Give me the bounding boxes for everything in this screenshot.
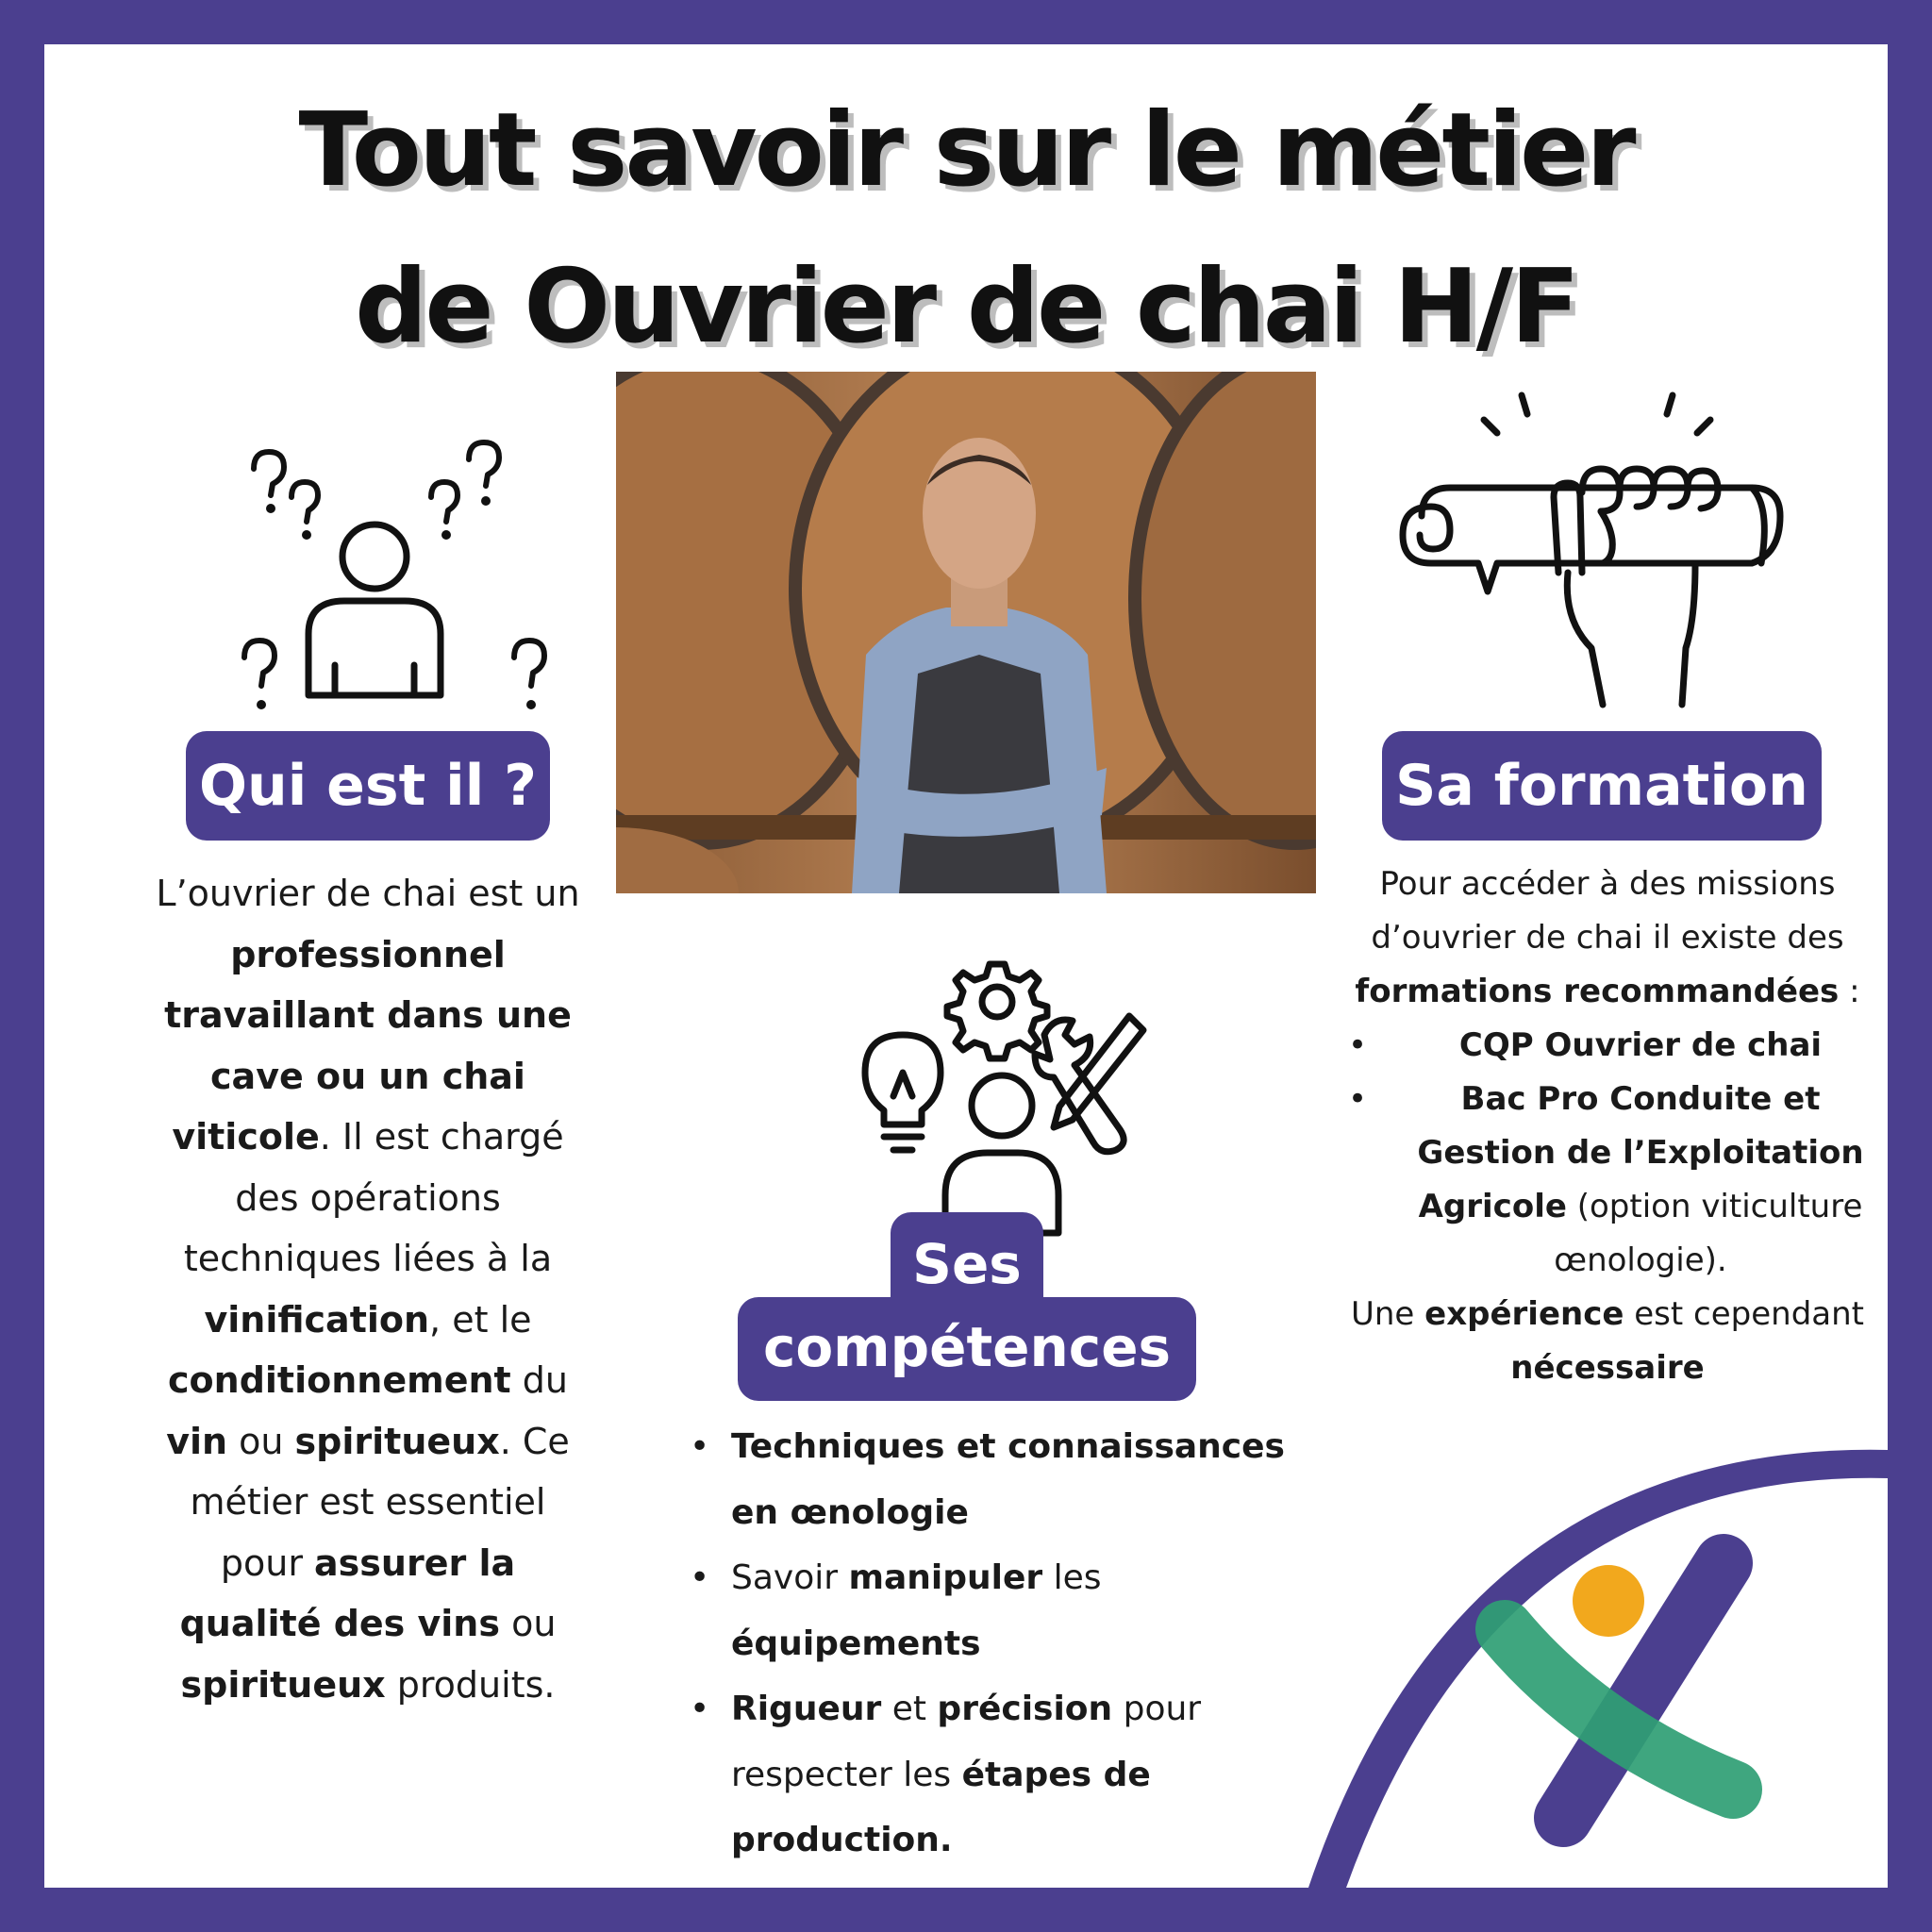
description-segment: L’ouvrier de chai est un: [156, 873, 580, 914]
qui-est-il-description: [148, 863, 588, 1715]
description-segment: assurer la qualité des vins: [179, 1541, 516, 1644]
formation-description: [1329, 858, 1886, 1395]
formation-outro: Une expérience est cependant nécessaire: [1350, 1295, 1864, 1387]
description-segment: produits.: [385, 1663, 556, 1706]
formation-intro: Pour accéder à des missions d’ouvrier de chai il existe des formations recommandées :: [1355, 865, 1860, 1010]
title-line-2: de Ouvrier de chai H/F: [355, 248, 1577, 366]
description-segment: . Il est chargé des opérations techniques liées à la: [183, 1116, 564, 1279]
description-segment: ou: [499, 1603, 557, 1644]
description-segment: spiritueux: [180, 1663, 386, 1706]
description-segment: , et le: [429, 1298, 532, 1341]
description-segment: spiritueux: [294, 1420, 500, 1462]
competences-list: [684, 1414, 1288, 1874]
ses-competences-heading-line2: compétences: [738, 1297, 1196, 1401]
description-segment: vin: [166, 1420, 228, 1462]
description-segment: . Ce métier est essentiel pour: [190, 1420, 570, 1584]
list-item: • Techniques et connaissances en œnologie: [684, 1414, 1288, 1545]
ses-competences-heading-line1: Ses: [891, 1212, 1043, 1316]
list-item: • CQP Ouvrier de chai: [1329, 1019, 1886, 1073]
description-segment: ou: [227, 1420, 295, 1462]
description-segment: professionnel travaillant dans une cave ou un chai viticole: [164, 933, 572, 1158]
list-item: • Bac Pro Conduite et Gestion de l’Exploitation Agricole (option viticulture œnologie).: [1329, 1073, 1886, 1288]
description-segment: vinification: [204, 1298, 430, 1341]
description-segment: conditionnement: [168, 1359, 511, 1401]
description-segment: du: [510, 1359, 568, 1401]
title-line-1: Tout savoir sur le métier: [298, 92, 1634, 209]
list-item: • Savoir manipuler les équipements: [684, 1545, 1288, 1676]
person-questions-icon: [233, 403, 554, 742]
list-item: • Rigueur et précision pour respecter les étapes de production.: [684, 1676, 1288, 1874]
qui-est-il-heading: Qui est il ?: [186, 731, 550, 841]
infographic-card: [44, 44, 1888, 1888]
hand-diploma-icon: [1393, 384, 1790, 724]
formation-list: [1329, 1019, 1886, 1288]
winemaker-photo: [616, 372, 1316, 893]
sa-formation-heading: Sa formation: [1382, 731, 1822, 841]
page-title: [44, 73, 1888, 386]
person-skills-icon: [818, 912, 1158, 1242]
